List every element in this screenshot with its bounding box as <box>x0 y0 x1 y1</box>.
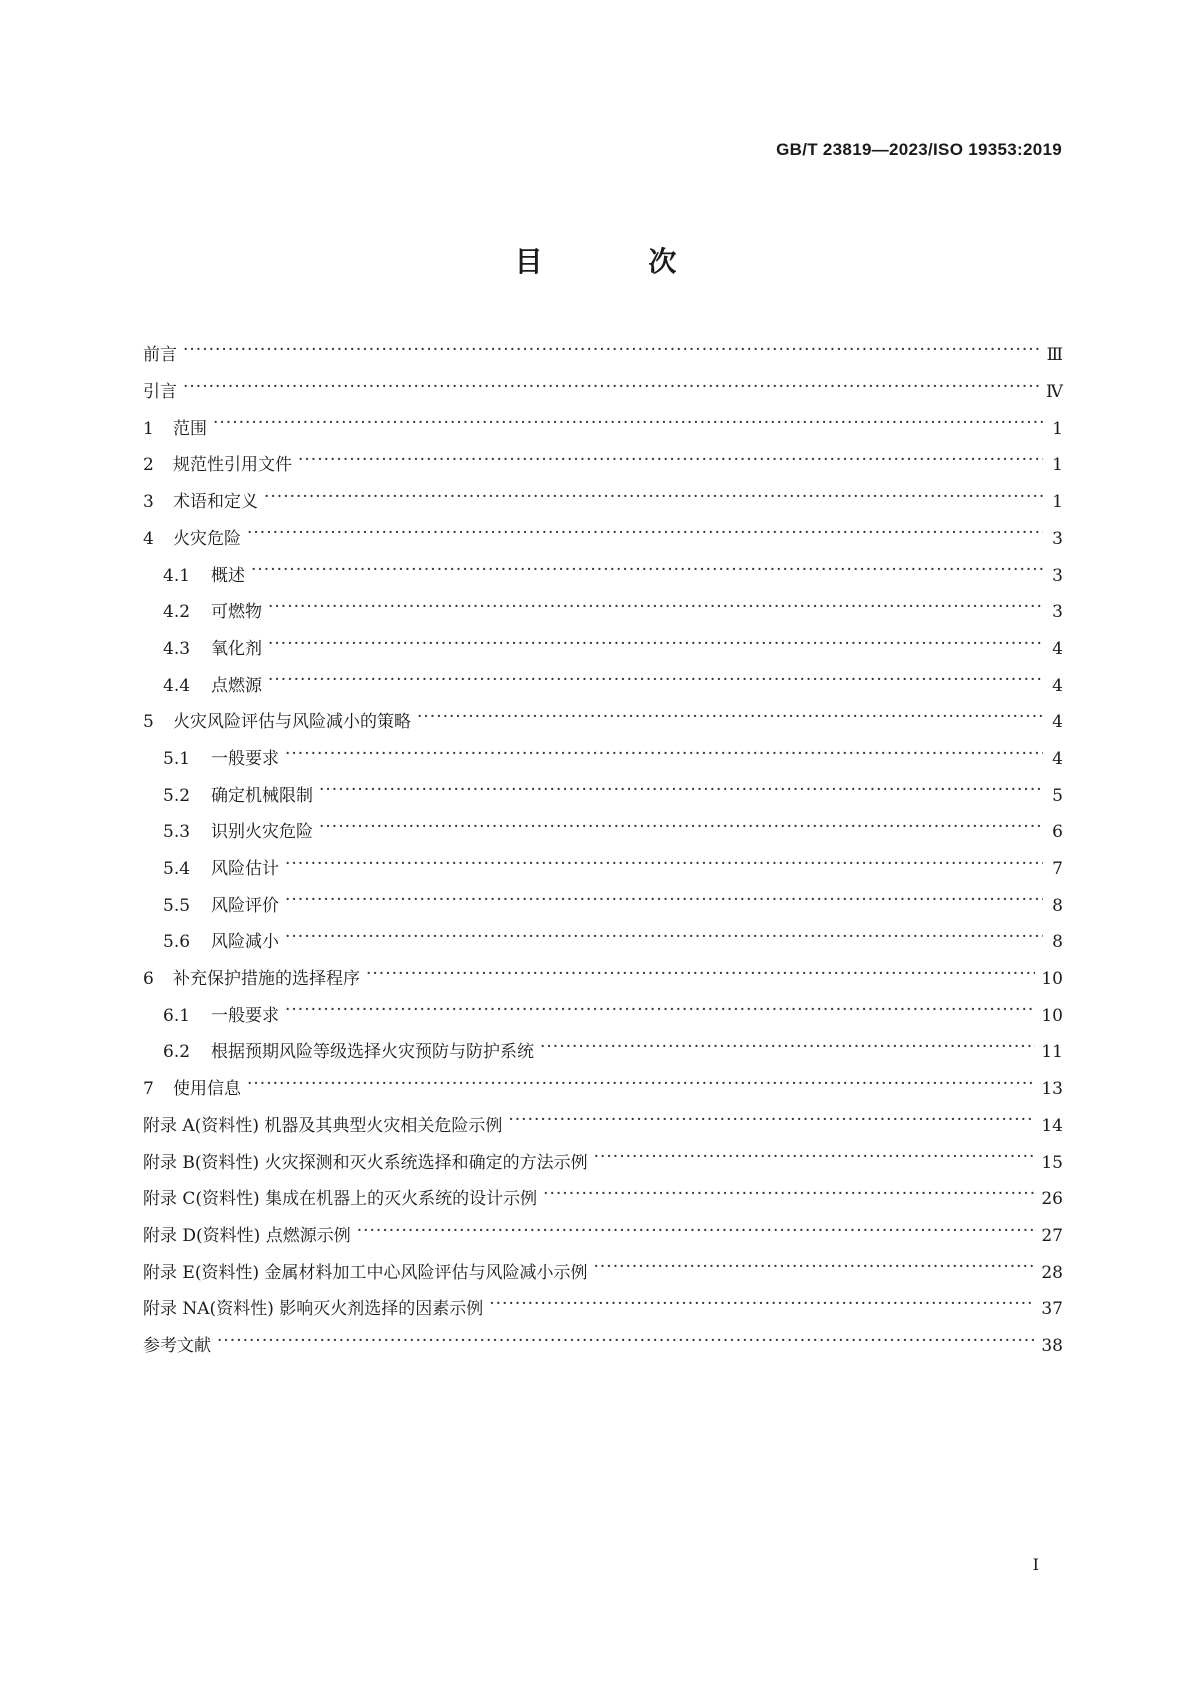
toc-entry[interactable] <box>143 707 1063 744</box>
toc-entry[interactable] <box>143 1037 1063 1074</box>
toc-entry-number: 6.2 <box>163 1042 191 1063</box>
toc-entry[interactable] <box>143 890 1063 927</box>
toc-entry-page: 11 <box>1041 1042 1063 1063</box>
toc-entry-number: 1 <box>143 418 154 439</box>
toc-dot-leader <box>543 1184 1035 1204</box>
toc-entry-page: 15 <box>1041 1152 1063 1173</box>
toc-dot-leader <box>285 1000 1035 1020</box>
toc-entry[interactable] <box>143 597 1063 634</box>
toc-dot-leader <box>247 1074 1035 1094</box>
toc-dot-leader <box>268 634 1043 654</box>
toc-entry-page: 3 <box>1052 602 1063 623</box>
toc-entry-label: 火灾危险 <box>173 528 241 549</box>
toc-entry[interactable] <box>143 413 1063 450</box>
toc-entry-page: 7 <box>1052 859 1063 880</box>
toc-dot-leader <box>319 780 1043 800</box>
toc-dot-leader <box>285 927 1043 947</box>
toc-entry-page: 28 <box>1041 1262 1063 1283</box>
toc-entry[interactable] <box>143 780 1063 817</box>
toc-dot-leader <box>183 377 1040 397</box>
toc-entry[interactable] <box>143 1074 1063 1111</box>
toc-entry-page: 4 <box>1052 748 1063 769</box>
toc-dot-leader <box>366 964 1035 984</box>
toc-entry[interactable] <box>143 854 1063 891</box>
toc-dot-leader <box>268 597 1043 617</box>
toc-entry-page: 1 <box>1052 455 1063 476</box>
toc-dot-leader <box>285 854 1043 874</box>
toc-entry-label: 识别火灾危险 <box>211 822 313 843</box>
toc-entry-label: 点燃源 <box>211 675 262 696</box>
toc-entry-label: 规范性引用文件 <box>173 455 292 476</box>
toc-entry-page: 8 <box>1052 932 1063 953</box>
page-number: I <box>1032 1555 1039 1574</box>
toc-dot-leader <box>264 487 1043 507</box>
toc-entry-label: 附录 NA(资料性) 影响灭火剂选择的因素示例 <box>143 1299 484 1320</box>
toc-entry-number: 5.4 <box>163 859 191 880</box>
toc-entry-page: 5 <box>1052 785 1063 806</box>
toc-entry-label: 风险估计 <box>211 859 279 880</box>
toc-dot-leader <box>594 1147 1036 1167</box>
toc-entry[interactable] <box>143 744 1063 781</box>
toc-dot-leader <box>285 744 1043 764</box>
toc-entry[interactable] <box>143 1147 1063 1184</box>
toc-entry-page: 26 <box>1041 1189 1063 1210</box>
toc-entry-label: 参考文献 <box>143 1335 211 1356</box>
toc-entry-label: 附录 E(资料性) 金属材料加工中心风险评估与风险减小示例 <box>143 1262 588 1283</box>
toc-entry-page: 1 <box>1052 418 1063 439</box>
toc-entry-label: 附录 B(资料性) 火灾探测和灭火系统选择和确定的方法示例 <box>143 1152 588 1173</box>
toc-dot-leader <box>417 707 1043 727</box>
toc-entry[interactable] <box>143 634 1063 671</box>
toc-entry-label: 风险评价 <box>211 895 279 916</box>
toc-entry-page: Ⅲ <box>1046 345 1063 366</box>
toc-entry-label: 附录 A(资料性) 机器及其典型火灾相关危险示例 <box>143 1115 503 1136</box>
toc-entry-number: 3 <box>143 492 154 513</box>
toc-entry-page: 37 <box>1041 1299 1063 1320</box>
toc-entry-page: Ⅳ <box>1046 382 1063 403</box>
toc-entry-page: 4 <box>1052 638 1063 659</box>
toc-entry-label: 火灾风险评估与风险减小的策略 <box>173 712 411 733</box>
toc-entry-page: 3 <box>1052 565 1063 586</box>
toc-dot-leader <box>247 523 1043 543</box>
toc-entry[interactable] <box>143 377 1063 414</box>
toc-entry-number: 4.1 <box>163 565 191 586</box>
toc-entry-page: 10 <box>1041 969 1063 990</box>
toc-entry-page: 3 <box>1052 528 1063 549</box>
toc-entry-number: 5.5 <box>163 895 191 916</box>
toc-entry-number: 7 <box>143 1079 154 1100</box>
toc-entry-label: 引言 <box>143 382 177 403</box>
toc-entry-label: 氧化剂 <box>211 638 262 659</box>
toc-dot-leader <box>508 1110 1035 1130</box>
toc-entry[interactable] <box>143 964 1063 1001</box>
toc-entry-page: 13 <box>1041 1079 1063 1100</box>
toc-entry[interactable] <box>143 450 1063 487</box>
toc-entry-label: 附录 D(资料性) 点燃源示例 <box>143 1225 351 1246</box>
toc-entry-page: 38 <box>1041 1335 1063 1356</box>
toc-entry-page: 14 <box>1041 1115 1063 1136</box>
toc-dot-leader <box>183 340 1041 360</box>
toc-entry[interactable] <box>143 487 1063 524</box>
toc-dot-leader <box>357 1221 1036 1241</box>
toc-entry-label: 确定机械限制 <box>211 785 313 806</box>
toc-entry-label: 概述 <box>211 565 245 586</box>
toc-entry-number: 6 <box>143 969 154 990</box>
toc-entry[interactable] <box>143 1000 1063 1037</box>
toc-dot-leader <box>251 560 1043 580</box>
toc-entry-page: 27 <box>1041 1225 1063 1246</box>
toc-entry-number: 4.3 <box>163 638 191 659</box>
toc-entry[interactable] <box>143 927 1063 964</box>
toc-dot-leader <box>285 890 1043 910</box>
toc-entry-number: 4.4 <box>163 675 191 696</box>
toc-entry-label: 一般要求 <box>211 1005 279 1026</box>
table-of-contents <box>143 340 1063 1367</box>
toc-entry-label: 根据预期风险等级选择火灾预防与防护系统 <box>211 1042 534 1063</box>
toc-entry[interactable] <box>143 1257 1063 1294</box>
toc-entry[interactable] <box>143 1294 1063 1331</box>
toc-entry[interactable] <box>143 340 1063 377</box>
toc-entry-label: 一般要求 <box>211 748 279 769</box>
toc-dot-leader <box>593 1257 1035 1277</box>
toc-entry-label: 范围 <box>173 418 207 439</box>
toc-entry-label: 附录 C(资料性) 集成在机器上的灭火系统的设计示例 <box>143 1189 538 1210</box>
page-title: 目 次 <box>514 245 725 278</box>
toc-entry-label: 风险减小 <box>211 932 279 953</box>
toc-entry-label: 使用信息 <box>173 1079 241 1100</box>
toc-entry-number: 5.2 <box>163 785 191 806</box>
toc-entry[interactable] <box>143 1184 1063 1221</box>
toc-dot-leader <box>217 1331 1035 1351</box>
toc-entry[interactable] <box>143 523 1063 560</box>
toc-entry-page: 1 <box>1052 492 1063 513</box>
toc-entry-number: 4 <box>143 528 154 549</box>
toc-entry-page: 10 <box>1041 1005 1063 1026</box>
toc-dot-leader <box>540 1037 1035 1057</box>
toc-entry-number: 4.2 <box>163 602 191 623</box>
toc-dot-leader <box>268 670 1043 690</box>
toc-entry[interactable] <box>143 670 1063 707</box>
toc-entry-label: 可燃物 <box>211 602 262 623</box>
toc-entry-page: 8 <box>1052 895 1063 916</box>
toc-entry[interactable] <box>143 817 1063 854</box>
toc-entry-page: 6 <box>1052 822 1063 843</box>
toc-entry-page: 4 <box>1052 712 1063 733</box>
toc-dot-leader <box>213 413 1043 433</box>
toc-entry-number: 5.1 <box>163 748 191 769</box>
toc-dot-leader <box>319 817 1043 837</box>
standard-code: GB/T 23819—2023/ISO 19353:2019 <box>776 140 1062 159</box>
toc-entry-page: 4 <box>1052 675 1063 696</box>
toc-entry-number: 5.3 <box>163 822 191 843</box>
toc-entry-number: 5.6 <box>163 932 191 953</box>
toc-dot-leader <box>298 450 1043 470</box>
toc-entry-number: 2 <box>143 455 154 476</box>
toc-entry-number: 6.1 <box>163 1005 191 1026</box>
toc-dot-leader <box>489 1294 1035 1314</box>
toc-entry[interactable] <box>143 560 1063 597</box>
toc-entry[interactable] <box>143 1221 1063 1258</box>
toc-entry-label: 补充保护措施的选择程序 <box>173 969 360 990</box>
toc-entry[interactable] <box>143 1110 1063 1147</box>
toc-entry-label: 术语和定义 <box>173 492 258 513</box>
toc-entry[interactable] <box>143 1331 1063 1368</box>
toc-entry-label: 前言 <box>143 345 177 366</box>
toc-entry-number: 5 <box>143 712 154 733</box>
